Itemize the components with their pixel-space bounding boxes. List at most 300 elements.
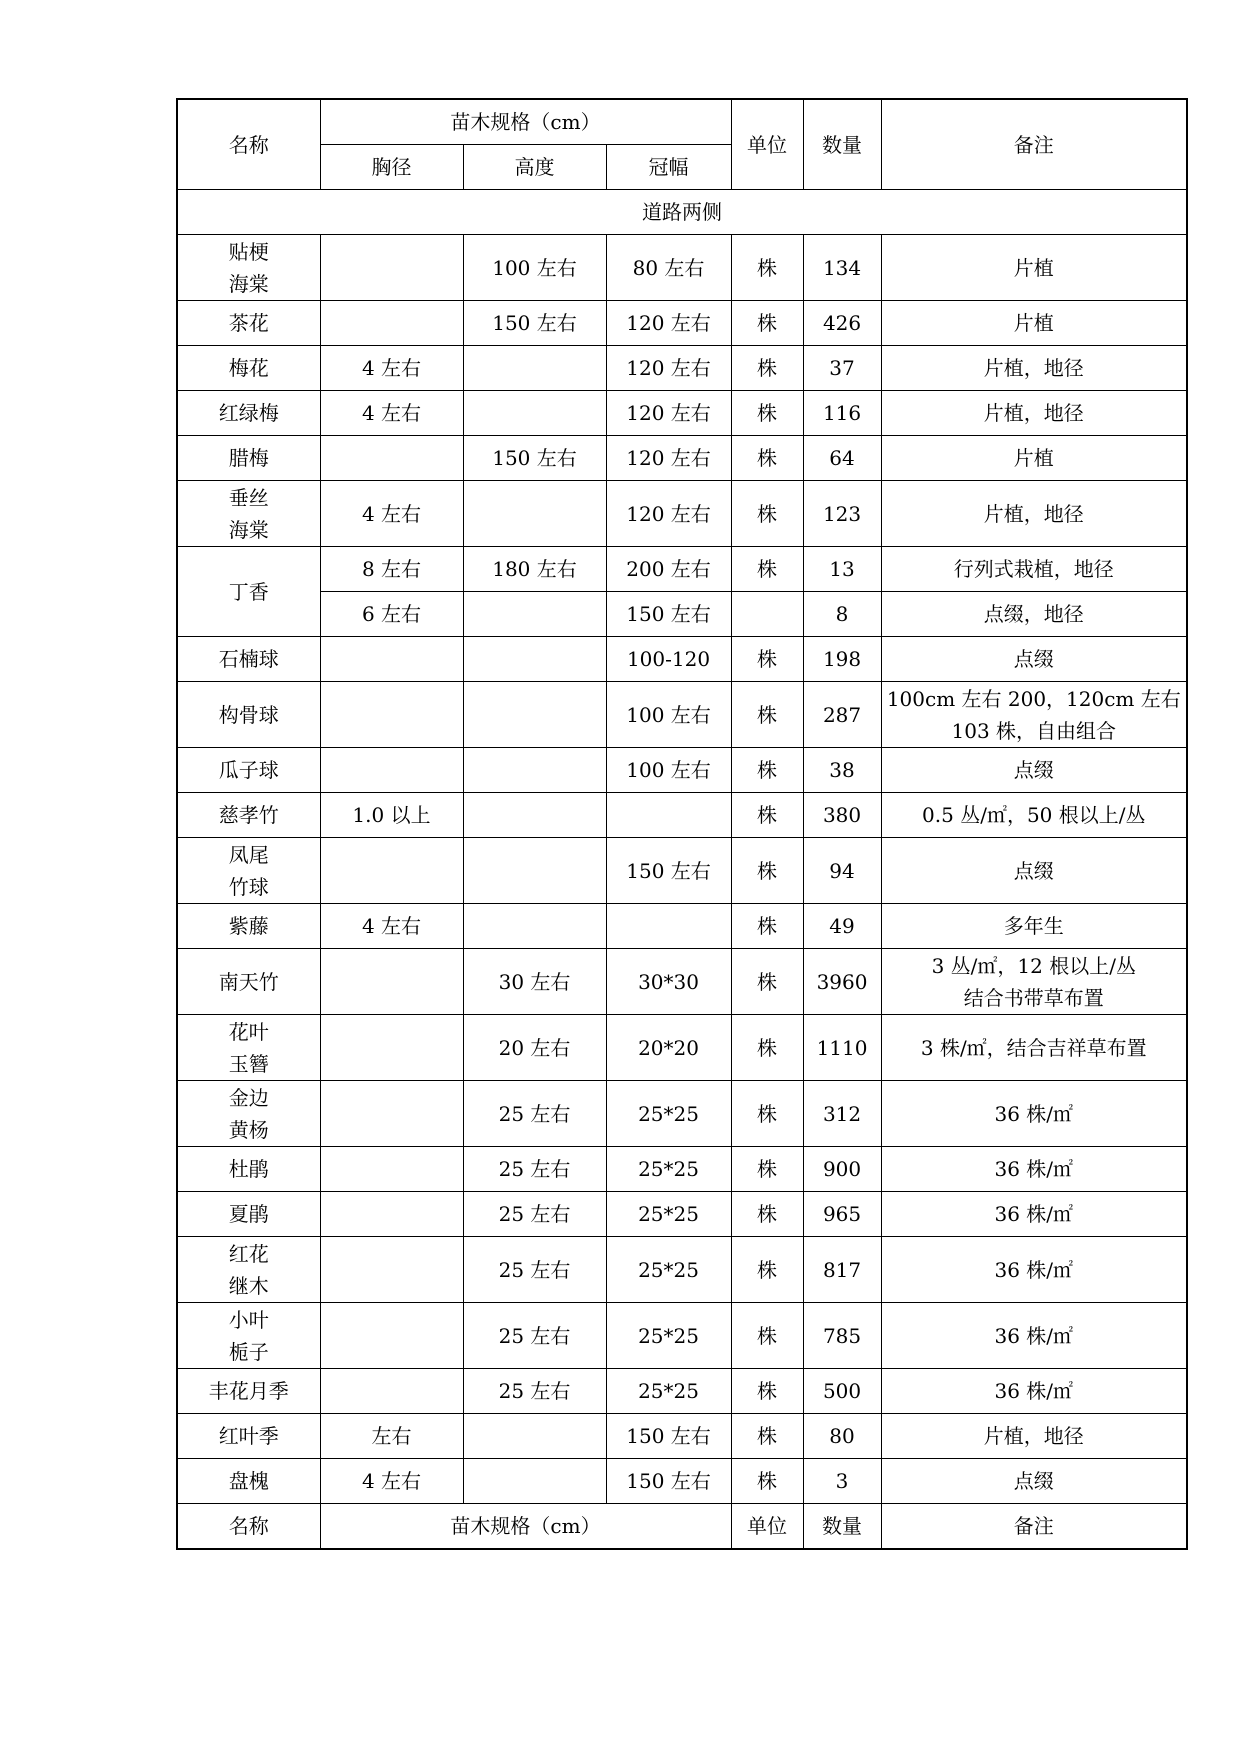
- cell-crown: [606, 793, 731, 838]
- cell-note: [881, 682, 1187, 748]
- cell-note-text: 点缀: [1013, 647, 1054, 671]
- cell-name-text: 石楠球: [218, 647, 279, 671]
- cell-unit-text: 株: [757, 1157, 778, 1181]
- cell-note: [881, 481, 1187, 547]
- cell-height-text: 25 左右: [498, 1202, 571, 1226]
- cell-qty-text: 380: [822, 803, 862, 827]
- cell-height-text: 25 左右: [498, 1257, 571, 1282]
- cell-name-text: 金边 黄杨: [228, 1085, 269, 1142]
- cell-unit: [731, 1147, 803, 1192]
- cell-unit: [731, 1459, 803, 1504]
- cell-note: [881, 637, 1187, 682]
- header-name: 名称: [177, 99, 320, 190]
- table-row: [177, 346, 1187, 391]
- cell-crown: [606, 481, 731, 547]
- cell-qty: [803, 1414, 881, 1459]
- cell-height: [463, 1369, 606, 1414]
- footer-qty: 数量: [803, 1504, 881, 1550]
- cell-unit-text: 株: [757, 1424, 778, 1448]
- cell-height-text: 25 左右: [498, 1157, 571, 1181]
- cell-note-text: 点缀，地径: [983, 602, 1084, 626]
- cell-crown-text: 25*25: [638, 1157, 699, 1181]
- cell-qty: [803, 592, 881, 637]
- table-row: [177, 547, 1187, 592]
- table-row: [177, 1237, 1187, 1303]
- cell-name-text: 红花 继木: [228, 1241, 269, 1298]
- cell-qty: [803, 793, 881, 838]
- cell-height: [463, 1081, 606, 1147]
- cell-unit: [731, 637, 803, 682]
- cell-unit-text: 株: [757, 914, 778, 938]
- cell-note: [881, 1459, 1187, 1504]
- cell-crown-text: 25*25: [638, 1379, 699, 1403]
- cell-crown: [606, 1192, 731, 1237]
- table-row: [177, 592, 1187, 637]
- cell-crown-text: 25*25: [638, 1323, 699, 1348]
- cell-unit: [731, 748, 803, 793]
- cell-qty: [803, 1459, 881, 1504]
- cell-note: [881, 391, 1187, 436]
- cell-crown: [606, 235, 731, 301]
- cell-name: [177, 637, 320, 682]
- cell-qty-text: 64: [829, 446, 855, 470]
- cell-qty: [803, 547, 881, 592]
- cell-note: [881, 1369, 1187, 1414]
- table-row: [177, 1192, 1187, 1237]
- cell-qty-text: 116: [822, 401, 862, 425]
- cell-dbh: [320, 1369, 463, 1414]
- table-row: [177, 1015, 1187, 1081]
- cell-name: [177, 1303, 320, 1369]
- cell-note-text: 3 株/㎡，结合吉祥草布置: [920, 1035, 1147, 1060]
- cell-qty-text: 817: [822, 1257, 862, 1282]
- cell-qty-text: 3960: [816, 969, 868, 994]
- cell-qty-text: 900: [822, 1157, 862, 1181]
- cell-crown-text: 80 左右: [632, 255, 705, 280]
- cell-height: [463, 637, 606, 682]
- cell-crown: [606, 1459, 731, 1504]
- cell-qty-text: 1110: [816, 1035, 868, 1060]
- cell-qty-text: 287: [822, 702, 862, 727]
- cell-unit-text: 株: [757, 1379, 778, 1403]
- cell-crown-text: 25*25: [638, 1257, 699, 1282]
- plant-spec-table: [176, 98, 1188, 1550]
- cell-height: [463, 436, 606, 481]
- cell-note-text: 3 丛/㎡，12 根以上/丛 结合书带草布置: [931, 953, 1136, 1010]
- cell-unit-text: 株: [757, 803, 778, 827]
- cell-name: [177, 1369, 320, 1414]
- cell-qty: [803, 436, 881, 481]
- cell-crown: [606, 904, 731, 949]
- table-row: [177, 1303, 1187, 1369]
- cell-height: [463, 949, 606, 1015]
- cell-crown: [606, 1147, 731, 1192]
- cell-note: [881, 301, 1187, 346]
- cell-unit: [731, 1015, 803, 1081]
- cell-note: [881, 547, 1187, 592]
- cell-qty: [803, 391, 881, 436]
- cell-name-text: 丰花月季: [208, 1379, 289, 1403]
- cell-crown: [606, 592, 731, 637]
- cell-name-text: 夏鹃: [228, 1202, 269, 1226]
- table-row: [177, 838, 1187, 904]
- cell-name-text: 梅花: [228, 356, 269, 380]
- cell-qty: [803, 838, 881, 904]
- table-row: [177, 748, 1187, 793]
- cell-height: [463, 592, 606, 637]
- cell-note: [881, 1081, 1187, 1147]
- cell-dbh-text: 左右: [371, 1424, 412, 1448]
- cell-name: [177, 682, 320, 748]
- cell-crown: [606, 301, 731, 346]
- cell-crown: [606, 1081, 731, 1147]
- cell-note-text: 点缀: [1013, 1469, 1054, 1493]
- cell-dbh-text: 1.0 以上: [352, 803, 431, 827]
- cell-qty-text: 426: [822, 311, 862, 335]
- cell-note-text: 36 株/㎡: [994, 1257, 1074, 1282]
- cell-qty: [803, 1237, 881, 1303]
- cell-height: [463, 1147, 606, 1192]
- cell-height-text: 30 左右: [498, 969, 571, 994]
- cell-name-text: 茶花: [228, 311, 269, 335]
- cell-dbh: [320, 1192, 463, 1237]
- cell-crown: [606, 1015, 731, 1081]
- cell-dbh: [320, 436, 463, 481]
- table-row: [177, 391, 1187, 436]
- table-row: [177, 1081, 1187, 1147]
- table-row: [177, 1459, 1187, 1504]
- table-row: [177, 793, 1187, 838]
- cell-note: [881, 592, 1187, 637]
- cell-name: [177, 748, 320, 793]
- cell-note-text: 100cm 左右 200，120cm 左右 103 株，自由组合: [886, 686, 1181, 743]
- cell-note-text: 36 株/㎡: [994, 1101, 1074, 1126]
- cell-unit-text: 株: [757, 969, 778, 994]
- cell-unit: [731, 391, 803, 436]
- cell-note-text: 36 株/㎡: [994, 1157, 1074, 1181]
- cell-qty: [803, 748, 881, 793]
- cell-note-text: 36 株/㎡: [994, 1379, 1074, 1403]
- cell-name: [177, 481, 320, 547]
- cell-unit-text: 株: [757, 501, 778, 526]
- cell-note-text: 片植，地径: [983, 501, 1084, 526]
- cell-crown: [606, 1303, 731, 1369]
- cell-crown-text: 120 左右: [626, 501, 711, 526]
- cell-unit-text: 株: [757, 758, 778, 782]
- cell-crown-text: 100 左右: [626, 702, 711, 727]
- cell-unit-text: 株: [757, 1101, 778, 1126]
- cell-height-text: 25 左右: [498, 1323, 571, 1348]
- cell-crown: [606, 748, 731, 793]
- cell-crown: [606, 547, 731, 592]
- cell-crown: [606, 1237, 731, 1303]
- cell-qty-text: 965: [822, 1202, 862, 1226]
- cell-note-text: 片植，地径: [983, 356, 1084, 380]
- cell-dbh: [320, 904, 463, 949]
- cell-name-text: 杜鹃: [228, 1157, 269, 1181]
- cell-qty-text: 94: [829, 858, 855, 883]
- cell-dbh: [320, 592, 463, 637]
- cell-dbh-text: 4 左右: [361, 501, 422, 526]
- cell-height-text: 100 左右: [492, 255, 577, 280]
- cell-dbh: [320, 1414, 463, 1459]
- cell-qty-text: 8: [835, 602, 849, 626]
- cell-name-text: 构骨球: [218, 702, 279, 727]
- table-row: [177, 481, 1187, 547]
- footer-unit: 单位: [731, 1504, 803, 1550]
- cell-crown-text: 150 左右: [626, 602, 711, 626]
- cell-note: [881, 748, 1187, 793]
- cell-unit-text: 株: [757, 647, 778, 671]
- cell-name: [177, 904, 320, 949]
- cell-name-text: 红绿梅: [218, 401, 279, 425]
- cell-qty: [803, 637, 881, 682]
- cell-qty-text: 49: [829, 914, 855, 938]
- cell-crown: [606, 949, 731, 1015]
- cell-unit-text: 株: [757, 255, 778, 280]
- table-row: [177, 1414, 1187, 1459]
- cell-note-text: 多年生: [1003, 914, 1064, 938]
- cell-dbh-text: 4 左右: [361, 1469, 422, 1493]
- footer-row: [177, 1504, 1187, 1550]
- cell-note-text: 片植: [1013, 255, 1054, 280]
- cell-crown: [606, 838, 731, 904]
- cell-dbh: [320, 1459, 463, 1504]
- cell-name-text: 慈孝竹: [218, 803, 279, 827]
- cell-unit: [731, 949, 803, 1015]
- cell-height: [463, 793, 606, 838]
- cell-name: [177, 1147, 320, 1192]
- cell-note: [881, 1237, 1187, 1303]
- cell-qty-text: 13: [829, 557, 855, 581]
- cell-dbh: [320, 235, 463, 301]
- cell-crown-text: 200 左右: [626, 557, 711, 581]
- cell-note: [881, 1192, 1187, 1237]
- cell-dbh: [320, 346, 463, 391]
- cell-note: [881, 346, 1187, 391]
- cell-qty-text: 37: [829, 356, 855, 380]
- cell-unit-text: 株: [757, 1035, 778, 1060]
- cell-unit: [731, 346, 803, 391]
- cell-unit: [731, 481, 803, 547]
- cell-crown-text: 120 左右: [626, 446, 711, 470]
- cell-name-text: 紫藤: [228, 914, 269, 938]
- cell-dbh: [320, 682, 463, 748]
- cell-name: [177, 1081, 320, 1147]
- cell-height: [463, 391, 606, 436]
- cell-crown: [606, 682, 731, 748]
- cell-note-text: 行列式栽植，地径: [953, 557, 1114, 581]
- cell-name-text: 花叶 玉簪: [228, 1019, 269, 1076]
- cell-unit: [731, 1081, 803, 1147]
- cell-qty: [803, 904, 881, 949]
- cell-name-text: 垂丝 海棠: [228, 485, 269, 542]
- cell-height: [463, 1237, 606, 1303]
- cell-note-text: 36 株/㎡: [994, 1323, 1074, 1348]
- cell-height-text: 25 左右: [498, 1101, 571, 1126]
- cell-note: [881, 1147, 1187, 1192]
- cell-height: [463, 547, 606, 592]
- cell-qty: [803, 1081, 881, 1147]
- header-crown: 冠幅: [606, 145, 731, 190]
- cell-qty-text: 312: [822, 1101, 862, 1126]
- cell-note-text: 片植，地径: [983, 1424, 1084, 1448]
- table-row: [177, 1147, 1187, 1192]
- table-row: [177, 301, 1187, 346]
- cell-crown-text: 150 左右: [626, 1469, 711, 1493]
- table-body: [177, 235, 1187, 1504]
- cell-crown-text: 100-120: [626, 647, 711, 671]
- cell-unit-text: 株: [757, 311, 778, 335]
- cell-note: [881, 904, 1187, 949]
- cell-qty: [803, 301, 881, 346]
- cell-unit-text: 株: [757, 557, 778, 581]
- cell-crown-text: 150 左右: [626, 1424, 711, 1448]
- cell-qty-text: 38: [829, 758, 855, 782]
- cell-unit: [731, 1237, 803, 1303]
- table-row: [177, 682, 1187, 748]
- cell-crown: [606, 1414, 731, 1459]
- cell-height-text: 150 左右: [492, 446, 577, 470]
- cell-qty: [803, 1015, 881, 1081]
- header-dbh: 胸径: [320, 145, 463, 190]
- cell-dbh-text: 6 左右: [361, 602, 422, 626]
- header-height: 高度: [463, 145, 606, 190]
- cell-qty: [803, 1147, 881, 1192]
- cell-unit: [731, 301, 803, 346]
- cell-dbh: [320, 301, 463, 346]
- cell-name: [177, 1015, 320, 1081]
- cell-unit-text: 株: [757, 356, 778, 380]
- cell-note-text: 片植: [1013, 311, 1054, 335]
- cell-height: [463, 1303, 606, 1369]
- cell-crown-text: 25*25: [638, 1101, 699, 1126]
- cell-qty: [803, 481, 881, 547]
- cell-height-text: 20 左右: [498, 1035, 571, 1060]
- cell-height-text: 25 左右: [498, 1379, 571, 1403]
- table-row: [177, 637, 1187, 682]
- cell-dbh: [320, 949, 463, 1015]
- cell-height: [463, 1015, 606, 1081]
- cell-height-text: 180 左右: [492, 557, 577, 581]
- cell-height: [463, 301, 606, 346]
- cell-unit: [731, 1414, 803, 1459]
- cell-height: [463, 235, 606, 301]
- cell-qty: [803, 235, 881, 301]
- cell-dbh: [320, 838, 463, 904]
- cell-height: [463, 1459, 606, 1504]
- cell-name: [177, 838, 320, 904]
- cell-unit-text: 株: [757, 1257, 778, 1282]
- table-row: [177, 1369, 1187, 1414]
- cell-name: [177, 346, 320, 391]
- cell-name-text: 小叶 栀子: [228, 1307, 269, 1364]
- header-row-1: [177, 99, 1187, 145]
- cell-qty: [803, 949, 881, 1015]
- cell-unit: [731, 904, 803, 949]
- cell-unit-text: 株: [757, 446, 778, 470]
- cell-note-text: 片植，地径: [983, 401, 1084, 425]
- cell-dbh-text: 4 左右: [361, 356, 422, 380]
- cell-name: [177, 235, 320, 301]
- cell-note: [881, 949, 1187, 1015]
- cell-dbh: [320, 637, 463, 682]
- cell-crown-text: 120 左右: [626, 356, 711, 380]
- cell-crown: [606, 346, 731, 391]
- cell-height: [463, 682, 606, 748]
- header-spec: 苗木规格（cm）: [320, 99, 731, 145]
- cell-note: [881, 793, 1187, 838]
- table-row: [177, 949, 1187, 1015]
- cell-qty: [803, 346, 881, 391]
- table-row: [177, 904, 1187, 949]
- cell-name: [177, 949, 320, 1015]
- cell-crown-text: 120 左右: [626, 401, 711, 425]
- cell-dbh-text: 4 左右: [361, 914, 422, 938]
- cell-name: [177, 1192, 320, 1237]
- cell-unit: [731, 1192, 803, 1237]
- cell-height: [463, 838, 606, 904]
- cell-note-text: 点缀: [1013, 858, 1054, 883]
- cell-dbh: [320, 547, 463, 592]
- cell-height: [463, 1414, 606, 1459]
- cell-name: [177, 793, 320, 838]
- header-note: 备注: [881, 99, 1187, 190]
- cell-note: [881, 838, 1187, 904]
- document-page: [176, 98, 1188, 1550]
- cell-crown-text: 150 左右: [626, 858, 711, 883]
- cell-unit: [731, 793, 803, 838]
- cell-unit: [731, 682, 803, 748]
- cell-note-text: 片植: [1013, 446, 1054, 470]
- cell-qty: [803, 682, 881, 748]
- cell-qty-text: 123: [822, 501, 862, 526]
- cell-dbh: [320, 1237, 463, 1303]
- cell-note: [881, 1414, 1187, 1459]
- cell-dbh-text: 4 左右: [361, 401, 422, 425]
- table-row: [177, 235, 1187, 301]
- cell-name: [177, 391, 320, 436]
- cell-qty: [803, 1192, 881, 1237]
- cell-dbh: [320, 391, 463, 436]
- table-row: [177, 436, 1187, 481]
- cell-crown: [606, 436, 731, 481]
- cell-unit-text: 株: [757, 702, 778, 727]
- cell-crown-text: 100 左右: [626, 758, 711, 782]
- cell-name-text: 南天竹: [218, 969, 279, 994]
- cell-unit: [731, 1303, 803, 1369]
- cell-note-text: 0.5 丛/㎡，50 根以上/丛: [922, 803, 1146, 827]
- cell-crown: [606, 391, 731, 436]
- section-row: [177, 190, 1187, 235]
- cell-unit-text: 株: [757, 1202, 778, 1226]
- cell-unit-text: 株: [757, 1469, 778, 1493]
- cell-name-text: 腊梅: [228, 446, 269, 470]
- cell-name-text: 盘槐: [228, 1469, 269, 1493]
- cell-crown-text: 30*30: [638, 969, 699, 994]
- cell-height: [463, 481, 606, 547]
- cell-height: [463, 904, 606, 949]
- header-unit: 单位: [731, 99, 803, 190]
- cell-name-text: 凤尾 竹球: [228, 842, 269, 899]
- cell-unit: [731, 592, 803, 637]
- cell-qty-text: 198: [822, 647, 862, 671]
- cell-crown-text: 25*25: [638, 1202, 699, 1226]
- cell-name-text: 瓜子球: [218, 758, 279, 782]
- cell-note: [881, 1015, 1187, 1081]
- cell-dbh: [320, 1081, 463, 1147]
- cell-crown-text: 120 左右: [626, 311, 711, 335]
